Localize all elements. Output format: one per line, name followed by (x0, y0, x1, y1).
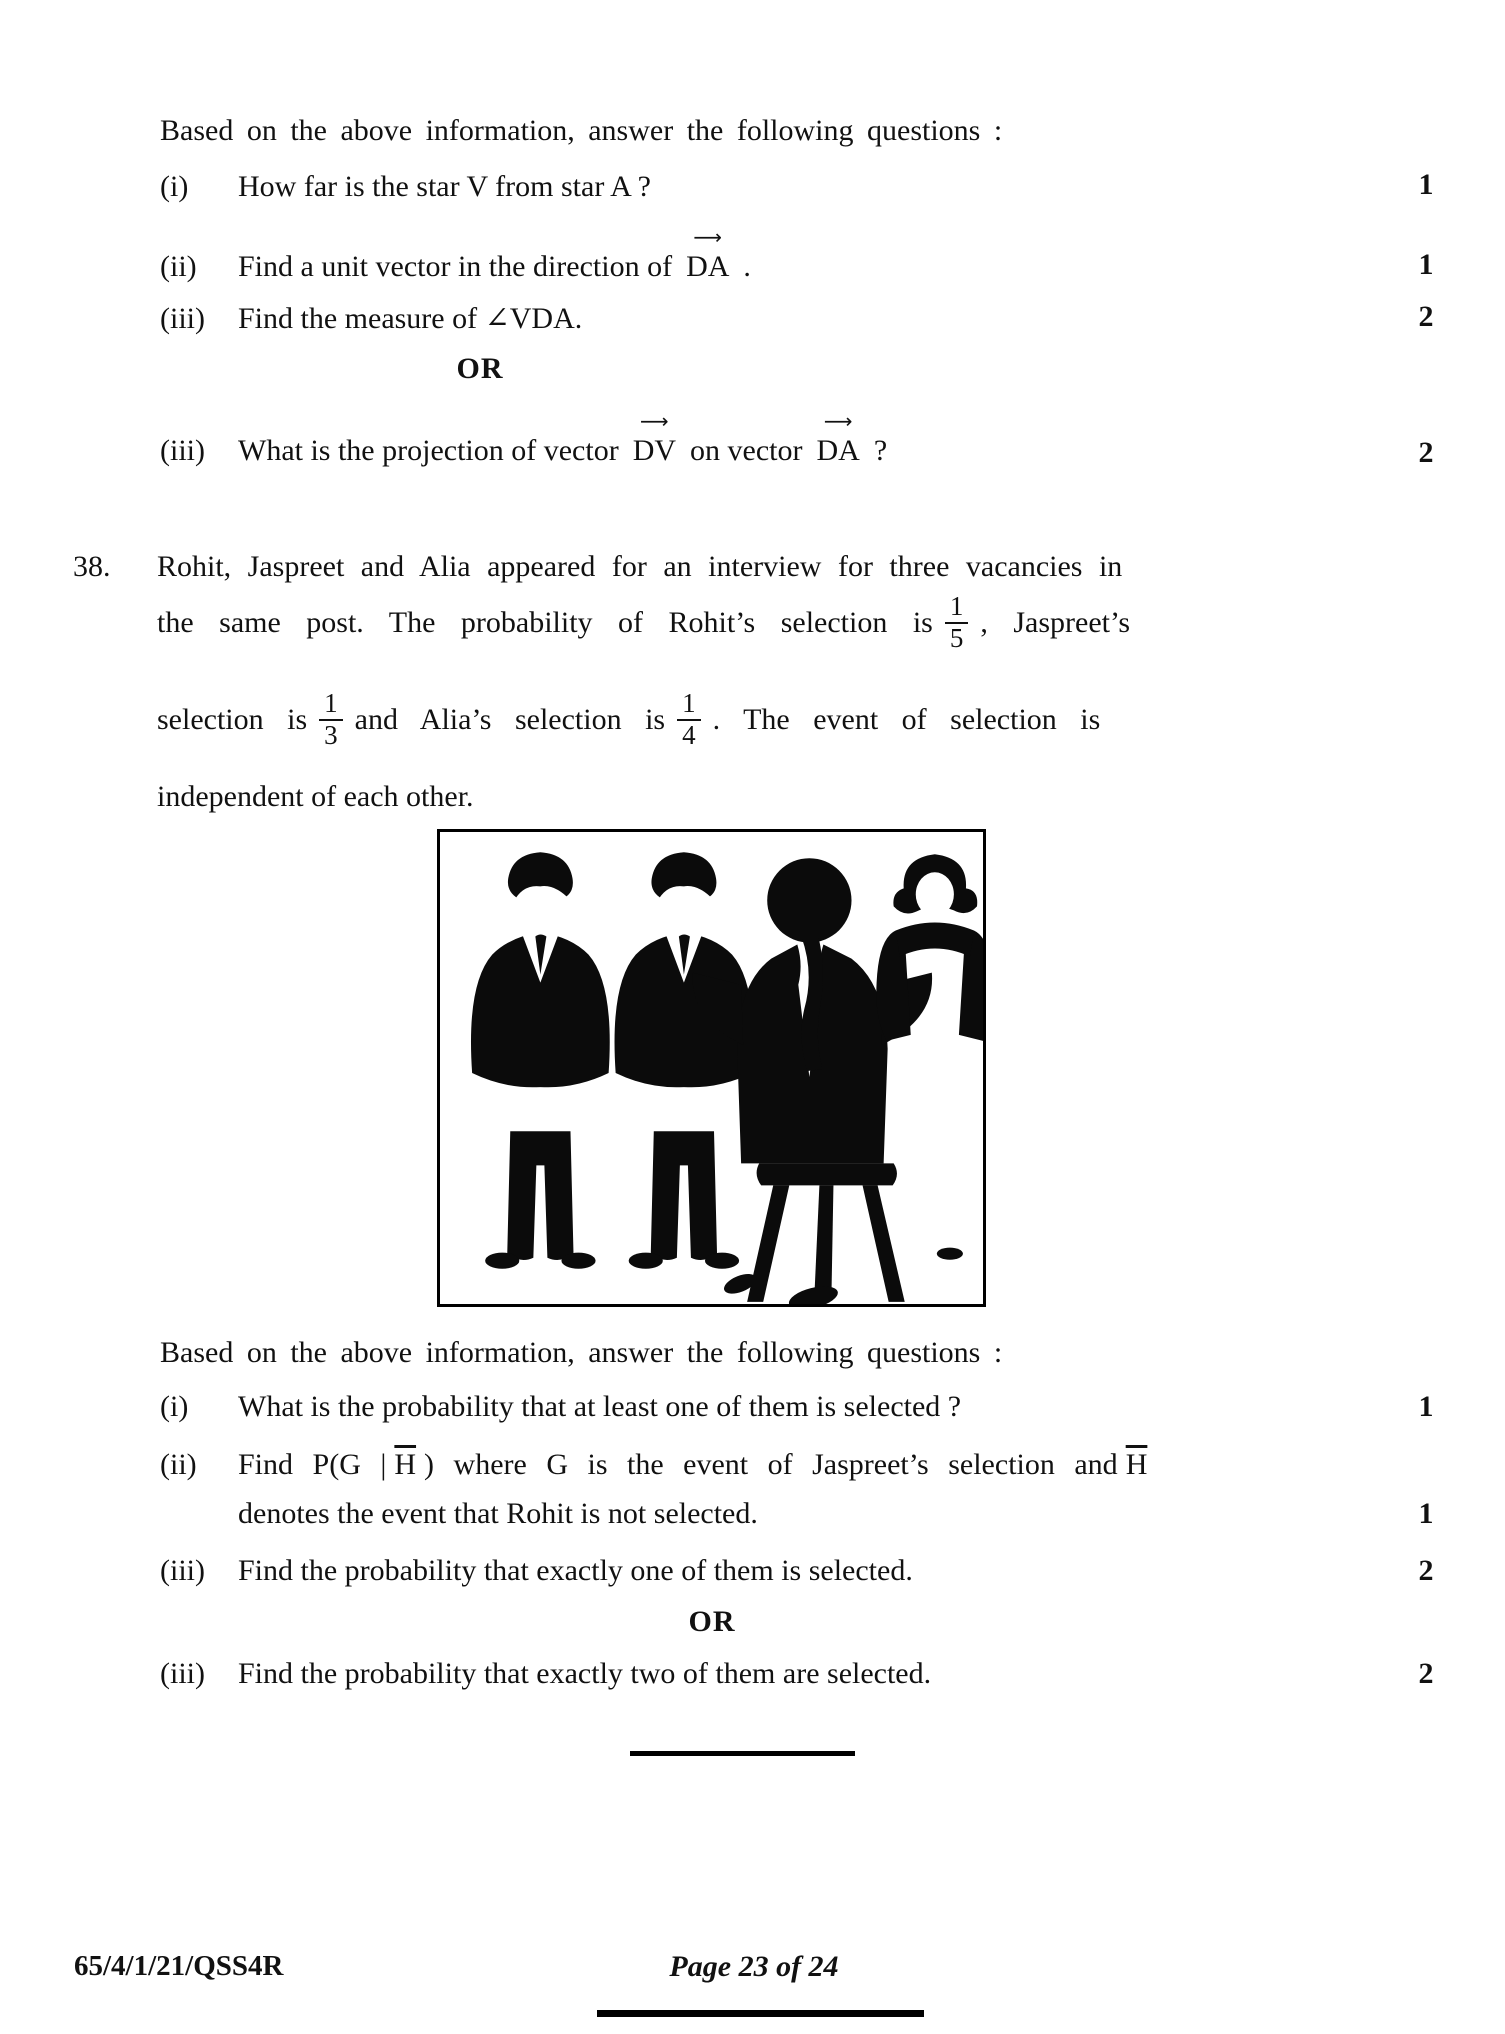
q38-or-part-text: Find the probability that exactly two of them are selected. (238, 1657, 932, 1690)
fraction-one-fifth: $\frac{1}{5}$ (945, 592, 969, 653)
q38-part-ii-label: (ii) (160, 1448, 197, 1481)
q38-part-i-text: What is the probability that at least one of them is selected ? (238, 1390, 962, 1423)
H-bar-symbol: $\overline{H}$ (1125, 1448, 1148, 1481)
end-of-questions-rule (630, 1751, 855, 1756)
vector-DA-label: DA (816, 434, 860, 467)
q37-or-part-label: (iii) (160, 434, 205, 467)
H-bar-symbol: $\overline{H}$ (394, 1448, 417, 1481)
q38-part-ii-line1 (238, 1446, 1155, 1484)
q38-part-iii-label: (iii) (160, 1554, 205, 1587)
q37-part-ii-marks: 1 (1418, 248, 1434, 281)
q38-part-ii-marks: 1 (1418, 1497, 1434, 1530)
q37-part-iii-text: Find the measure of ∠VDA. (238, 302, 583, 335)
q38-line3b: and Alia’s selection is (354, 703, 666, 736)
q37-intro: Based on the above information, answer the following questions : (160, 114, 1003, 147)
q37-part-iii-marks: 2 (1418, 300, 1434, 333)
q37-part-ii-text (238, 225, 751, 286)
q38-line3c: . The event of selection is (712, 703, 1101, 736)
fraction-one-quarter: $\frac{1}{4}$ (677, 689, 701, 750)
q37-part-ii-before: Find a unit vector in the direction of (238, 250, 673, 283)
q38-number: 38. (73, 550, 111, 583)
q37-part-i-label: (i) (160, 170, 189, 203)
q38-part-i-marks: 1 (1418, 1390, 1434, 1423)
q37-part-i-text: How far is the star V from star A ? (238, 170, 651, 203)
q37-or-separator: OR (456, 352, 504, 385)
vector-DV (632, 409, 677, 470)
page-number: Page 23 of 24 (669, 1950, 839, 1983)
q38-para-line4: independent of each other. (157, 780, 474, 813)
page-number-underline (597, 2010, 924, 2017)
q38-part-iii-text: Find the probability that exactly one of them is selected. (238, 1554, 913, 1587)
q38-intro: Based on the above information, answer the following questions : (160, 1336, 1003, 1369)
q38-line3a: selection is (157, 703, 308, 736)
q38-line2b: , Jaspreet’s (980, 606, 1131, 639)
q38-para-line3 (157, 680, 1100, 760)
q37-or-part-marks: 2 (1418, 436, 1434, 469)
q37-part-iii-label: (iii) (160, 302, 205, 335)
q38-para-line1: Rohit, Jaspreet and Alia appeared for an interview for three vacancies in (157, 550, 1123, 583)
q38-part-ii-middle: ) where G is the event of Jaspreet’s selection and (424, 1448, 1118, 1481)
vector-arrow-icon: ⟶ (693, 225, 723, 249)
vector-DA-label: DA (686, 250, 730, 283)
q37-part-i-marks: 1 (1418, 168, 1434, 201)
q37-or-before: What is the projection of vector (238, 434, 619, 467)
q37-or-middle: on vector (690, 434, 803, 467)
fraction-one-third: $\frac{1}{3}$ (319, 689, 343, 750)
q37-or-part-text (238, 409, 888, 470)
q38-or-separator: OR (688, 1605, 736, 1638)
paper-code: 65/4/1/21/QSS4R (74, 1950, 284, 1982)
vector-DA (816, 409, 860, 470)
vector-arrow-icon: ⟶ (823, 409, 853, 433)
q38-or-part-marks: 2 (1418, 1657, 1434, 1690)
q38-or-part-label: (iii) (160, 1657, 205, 1690)
q37-part-ii-label: (ii) (160, 250, 197, 283)
q37-or-after: ? (873, 434, 888, 467)
q38-para-line2 (157, 583, 1130, 663)
q38-line2a: the same post. The probability of Rohit’s selection is (157, 606, 933, 639)
vector-arrow-icon: ⟶ (640, 409, 669, 433)
q38-part-ii-line2: denotes the event that Rohit is not selected. (238, 1497, 758, 1530)
q38-part-i-label: (i) (160, 1390, 189, 1423)
interview-illustration-frame (437, 829, 986, 1307)
q38-part-ii-before: Find P(G | (238, 1448, 387, 1481)
interview-clipart (440, 832, 983, 1304)
vector-DV-label: DV (632, 434, 677, 467)
vector-DA (686, 225, 730, 286)
q38-part-iii-marks: 2 (1418, 1554, 1434, 1587)
q37-part-ii-after: . (743, 250, 751, 283)
